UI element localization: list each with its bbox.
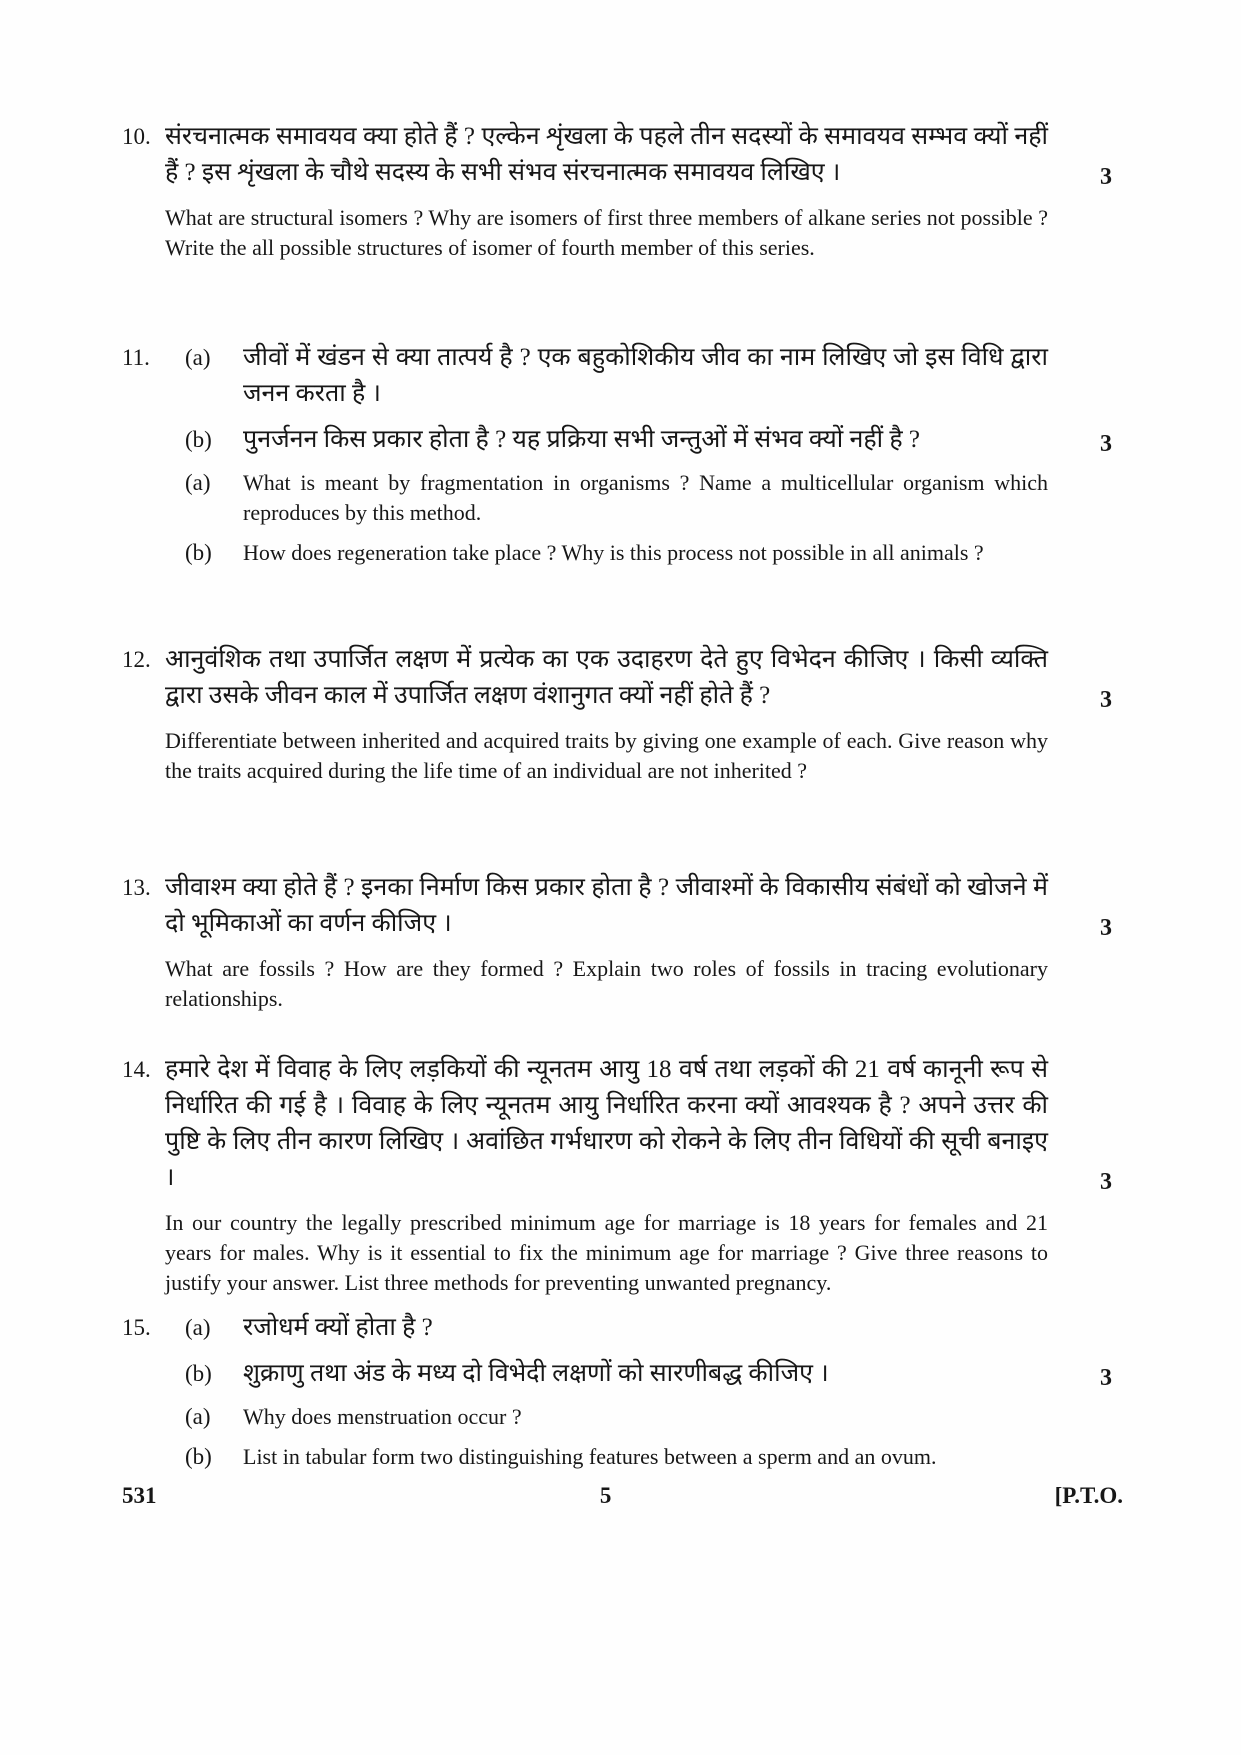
question-number: 15. (122, 1315, 151, 1340)
part-label: (b) (185, 540, 212, 565)
english-text: List in tabular form two distinguishing features between a sperm and an ovum. (243, 1444, 937, 1469)
question-body (165, 340, 1112, 568)
question-body (165, 642, 1112, 786)
question-number: 14. (122, 1057, 151, 1082)
hindi-text: शुक्राणु तथा अंड के मध्य दो विभेदी लक्षणों को सारणीबद्ध कीजिए । (243, 1360, 829, 1387)
part-label: (a) (185, 470, 211, 495)
marks-value: 3 (1100, 1169, 1112, 1195)
english-text: What is meant by fragmentation in organisms ? Name a multicellular organism which reproduces by this method. (243, 470, 1048, 525)
question-text-english (165, 203, 1048, 263)
question-text-hindi (165, 642, 1112, 714)
hindi-text: जीवों में खंडन से क्या तात्पर्य है ? एक बहुकोशिकीय जीव का नाम लिखिए जो इस विधि द्वारा जनन करता है । (243, 344, 1048, 407)
question-10 (122, 119, 1112, 263)
hindi-text: हमारे देश में विवाह के लिए लड़कियों की न्यूनतम आयु 18 वर्ष तथा लड़कों की 21 वर्ष कानूनी रूप से निर्धारित की गई है । विवाह के लिए न्यूनतम आयु निर्धारित करना क्यों आवश्यक है ? अपने उत्तर की पुष्टि के लिए तीन कारण लिखिए । अवांछित गर्भधारण को रोकने के लिए तीन विधियों की सूची बनाइए । (165, 1056, 1048, 1191)
page-number: 5 (599, 1483, 612, 1508)
marks-value: 3 (1100, 915, 1112, 941)
marks-value: 3 (1100, 1365, 1112, 1391)
question-11 (122, 340, 1112, 568)
question-text-hindi (165, 119, 1112, 191)
question-part-b-hindi (165, 1356, 1112, 1392)
question-body (165, 870, 1112, 1014)
question-number: 10. (122, 124, 151, 149)
question-text-hindi (165, 870, 1112, 942)
part-label: (b) (185, 427, 212, 452)
paper-code: 531 (122, 1483, 157, 1508)
english-text: Why does menstruation occur ? (243, 1404, 522, 1429)
question-text-english (165, 1208, 1048, 1298)
part-label: (a) (185, 1315, 211, 1340)
question-15 (122, 1310, 1112, 1472)
hindi-text: आनुवंशिक तथा उपार्जित लक्षण में प्रत्येक का एक उदाहरण देते हुए विभेदन कीजिए । किसी व्यक्ति द्वारा उसके जीवन काल में उपार्जित लक्षण वंशानुगत क्यों नहीं होते हैं ? (165, 646, 1048, 709)
question-12 (122, 642, 1112, 786)
part-label: (a) (185, 345, 211, 370)
question-body (165, 1052, 1112, 1298)
question-body (165, 119, 1112, 263)
marks-value: 3 (1100, 687, 1112, 713)
question-text-english (165, 726, 1048, 786)
question-13 (122, 870, 1112, 1014)
part-label: (a) (185, 1404, 211, 1429)
marks-value: 3 (1100, 431, 1112, 457)
question-number: 11. (122, 345, 150, 370)
question-part-b-english (165, 1442, 1048, 1472)
question-part-a-english (165, 1402, 1048, 1432)
english-text: What are structural isomers ? Why are isomers of first three members of alkane series not possible ? Write the all possible structures of isomer of fourth member of this series. (165, 205, 1048, 260)
question-body (165, 1310, 1112, 1472)
question-14 (122, 1052, 1112, 1298)
english-text: What are fossils ? How are they formed ? Explain two roles of fossils in tracing evolutionary relationships. (165, 956, 1048, 1011)
english-text: Differentiate between inherited and acquired traits by giving one example of each. Give reason why the traits acquired during the life time of an individual are not inherited ? (165, 728, 1048, 783)
question-number: 13. (122, 875, 151, 900)
english-text: In our country the legally prescribed minimum age for marriage is 18 years for females and 21 years for males. Why is it essential to fix the minimum age for marriage ? Give three reasons to justify your answer. List three methods for preventing unwanted pregnancy. (165, 1210, 1048, 1295)
question-text-hindi (165, 1052, 1112, 1196)
hindi-text: जीवाश्म क्या होते हैं ? इनका निर्माण किस प्रकार होता है ? जीवाश्मों के विकासीय संबंधों को खोजने में दो भूमिकाओं का वर्णन कीजिए । (165, 874, 1048, 937)
page-footer (122, 1482, 1123, 1510)
question-part-a-hindi (165, 1310, 1048, 1346)
hindi-text: रजोधर्म क्यों होता है ? (243, 1314, 433, 1341)
question-number: 12. (122, 647, 151, 672)
marks-value: 3 (1100, 164, 1112, 190)
question-text-english (165, 954, 1048, 1014)
question-part-b-hindi (165, 422, 1112, 458)
part-label: (b) (185, 1361, 212, 1386)
question-part-a-english (165, 468, 1048, 528)
pto-label: [P.T.O. (1054, 1483, 1123, 1508)
question-part-a-hindi (165, 340, 1048, 412)
question-part-b-english (165, 538, 1048, 568)
hindi-text: पुनर्जनन किस प्रकार होता है ? यह प्रक्रिया सभी जन्तुओं में संभव क्यों नहीं है ? (243, 426, 920, 453)
hindi-text: संरचनात्मक समावयव क्या होते हैं ? एल्केन शृंखला के पहले तीन सदस्यों के समावयव सम्भव क्यों नहीं हैं ? इस शृंखला के चौथे सदस्य के सभी संभव संरचनात्मक समावयव लिखिए । (165, 123, 1048, 186)
part-label: (b) (185, 1444, 212, 1469)
english-text: How does regeneration take place ? Why is this process not possible in all animals ? (243, 540, 984, 565)
